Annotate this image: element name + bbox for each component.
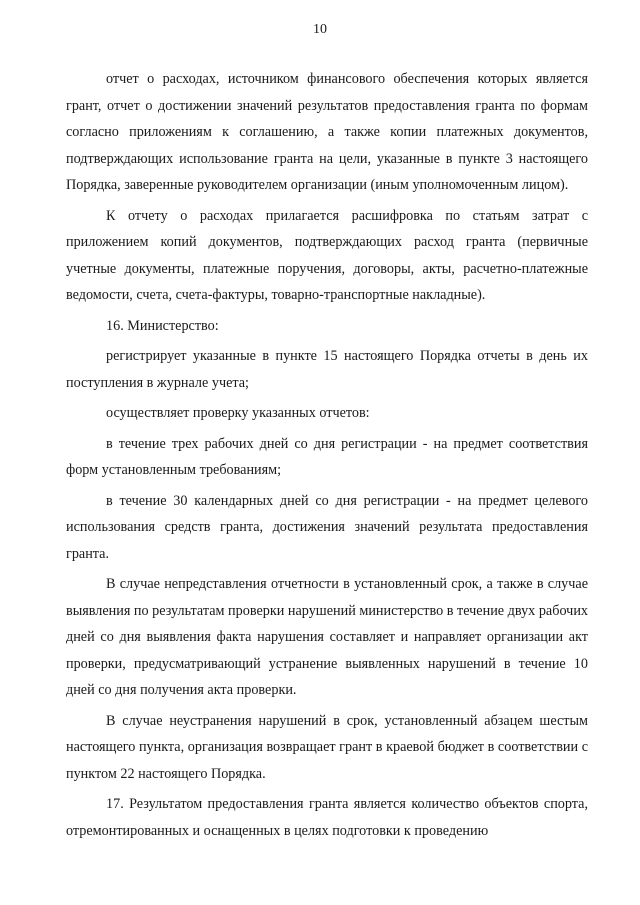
paragraph-non-elimination: В случае неустранения нарушений в срок, установленный абзацем шестым настоящего пункта, организация возвращает грант в краевой бюджет в соответствии с пунктом 22 настоящего Порядка. (66, 712, 588, 782)
paragraph-non-submission: В случае непредставления отчетности в установленный срок, а также в случае выявления по результатам проверки нарушений министерство в течение двух рабочих дней со дня выявления факта нарушения составляет и направляет организации акт проверки, предусматривающий устранение выявленных нарушений в течение 10 дней со дня получения акта проверки. (66, 576, 588, 698)
paragraph-registers-reports: регистрирует указанные в пункте 15 настоящего Порядка отчеты в день их поступления в журнале учета; (66, 348, 588, 391)
paragraph-item-17: 17. Результатом предоставления гранта является количество объектов спорта, отремонтированных и оснащенных в целях подготовки к проведению (66, 796, 588, 839)
paragraph-report-expenses: отчет о расходах, источником финансового обеспечения которых является грант, отчет о достижении значений результатов предоставления гранта по формам согласно приложениям к соглашению, а также копии платежных документов, подтверждающих использование гранта на цели, указанные в пункте 3 настоящего Порядка, заверенные руководителем организации (иным уполномоченным лицом). (66, 71, 588, 193)
paragraph-performs-check: осуществляет проверку указанных отчетов: (106, 405, 370, 421)
document-body (66, 66, 588, 848)
page-number: 10 (313, 22, 327, 37)
paragraph-item-16: 16. Министерство: (106, 317, 219, 334)
paragraph-expense-breakdown: К отчету о расходах прилагается расшифровка по статьям затрат с приложением копий документов, подтверждающих расход гранта (первичные учетные документы, платежные поручения, договоры, акты, расчетно-платежные ведомости, счета, счета-фактуры, товарно-транспортные накладные). (66, 207, 588, 303)
paragraph-three-days-check: в течение трех рабочих дней со дня регистрации - на предмет соответствия форм установленным требованиям; (66, 435, 588, 478)
paragraph-thirty-days-check: в течение 30 календарных дней со дня регистрации - на предмет целевого использования средств гранта, достижения значений результата предоставления гранта. (66, 492, 588, 562)
